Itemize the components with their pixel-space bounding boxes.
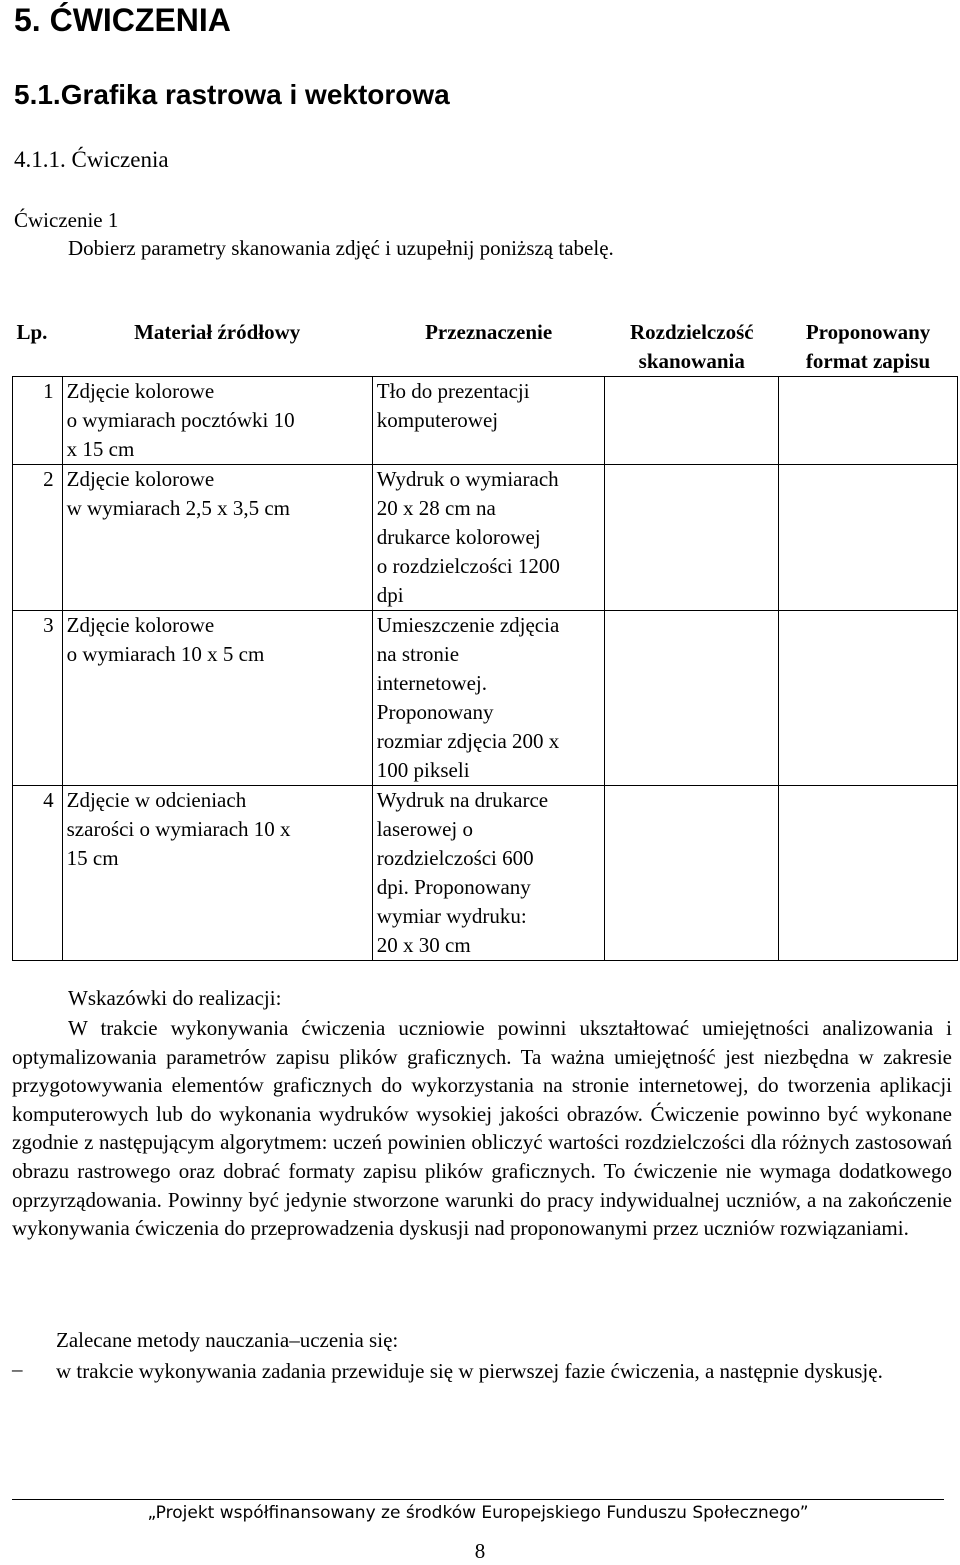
method-list-item: w trakcie wykonywania zadania przewiduje się w pierwszej fazie ćwiczenia, a następnie dyskusję.: [56, 1359, 883, 1383]
row-purpose: Wydruk na drukarce laserowej o rozdzielczości 600 dpi. Proponowany wymiar wydruku: 20 x 30 cm: [372, 786, 605, 961]
row-resolution-cell[interactable]: [605, 786, 779, 961]
table-row: [13, 611, 958, 786]
table-header-row: [13, 318, 958, 377]
header-purpose: Przeznaczenie: [425, 320, 553, 344]
subsection-heading: 4.1.1. Ćwiczenia: [14, 147, 169, 172]
row-format-cell[interactable]: [779, 786, 958, 961]
row-number: 1: [13, 377, 63, 465]
row-purpose: Tło do prezentacji komputerowej: [372, 377, 605, 465]
row-material: Zdjęcie kolorowe w wymiarach 2,5 x 3,5 cm: [62, 465, 372, 611]
header-material: Materiał źródłowy: [134, 320, 301, 344]
row-material: Zdjęcie kolorowe o wymiarach pocztówki 10 x 15 cm: [62, 377, 372, 465]
hints-label: Wskazówki do realizacji:: [68, 986, 282, 1010]
exercise-instruction: Dobierz parametry skanowania zdjęć i uzupełnij poniższą tabelę.: [68, 236, 614, 260]
footer-text: „Projekt współfinansowany ze środków Europejskiego Funduszu Społecznego”: [147, 1503, 809, 1523]
header-format: Proponowany format zapisu: [805, 320, 931, 373]
table-row: [13, 786, 958, 961]
row-format-cell[interactable]: [779, 377, 958, 465]
page-number: 8: [474, 1539, 486, 1563]
row-number: 3: [13, 611, 63, 786]
row-resolution-cell[interactable]: [605, 465, 779, 611]
table-row: [13, 465, 958, 611]
hints-paragraph: W trakcie wykonywania ćwiczenia uczniowie powinni ukształtować umiejętności analizowania i optymalizowania parametrów zapisu plików graficznych. Ta ważna umiejętność jest niezbędna w zakresie przygotowywania elementów graficznych do wykorzystania na stronie internetowej, do tworzenia aplikacji komputerowych lub do wykonania wydruków wysokiej jakości obrazów. Ćwiczenie powinno być wykonane zgodnie z następującym algorytmem: uczeń powinien obliczyć wartości rozdzielczości dla różnych zastosowań obrazu rastrowego oraz dobrać formaty zapisu plików graficznych. To ćwiczenie nie wymaga dodatkowego oprzyrządowania. Powinny być jedynie stworzone warunki do pracy indywidualnej uczniów, a na zakończenie wykonywania ćwiczenia do przeprowadzenia dyskusji nad proponowanymi przez uczniów rozwiązaniami.: [12, 1016, 952, 1241]
footer-divider: [12, 1499, 944, 1500]
methods-label: Zalecane metody nauczania–uczenia się:: [56, 1328, 399, 1352]
section-heading: 5.1.Grafika rastrowa i wektorowa: [14, 79, 450, 110]
table-row: [13, 377, 958, 465]
row-format-cell[interactable]: [779, 465, 958, 611]
row-purpose: Umieszczenie zdjęcia na stronie internetowej. Proponowany rozmiar zdjęcia 200 x 100 pikseli: [372, 611, 605, 786]
header-lp: Lp.: [16, 320, 48, 344]
row-number: 2: [13, 465, 63, 611]
row-material: Zdjęcie w odcieniach szarości o wymiarach 10 x 15 cm: [62, 786, 372, 961]
row-format-cell[interactable]: [779, 611, 958, 786]
exercise-title: Ćwiczenie 1: [14, 208, 119, 232]
scan-parameters-table: [12, 318, 958, 961]
row-resolution-cell[interactable]: [605, 377, 779, 465]
row-purpose: Wydruk o wymiarach 20 x 28 cm na drukarce kolorowej o rozdzielczości 1200 dpi: [372, 465, 605, 611]
row-number: 4: [13, 786, 63, 961]
row-resolution-cell[interactable]: [605, 611, 779, 786]
row-material: Zdjęcie kolorowe o wymiarach 10 x 5 cm: [62, 611, 372, 786]
list-dash: –: [12, 1357, 23, 1381]
chapter-heading: 5. ĆWICZENIA: [14, 2, 231, 38]
header-resolution: Rozdzielczość skanowania: [629, 320, 754, 373]
